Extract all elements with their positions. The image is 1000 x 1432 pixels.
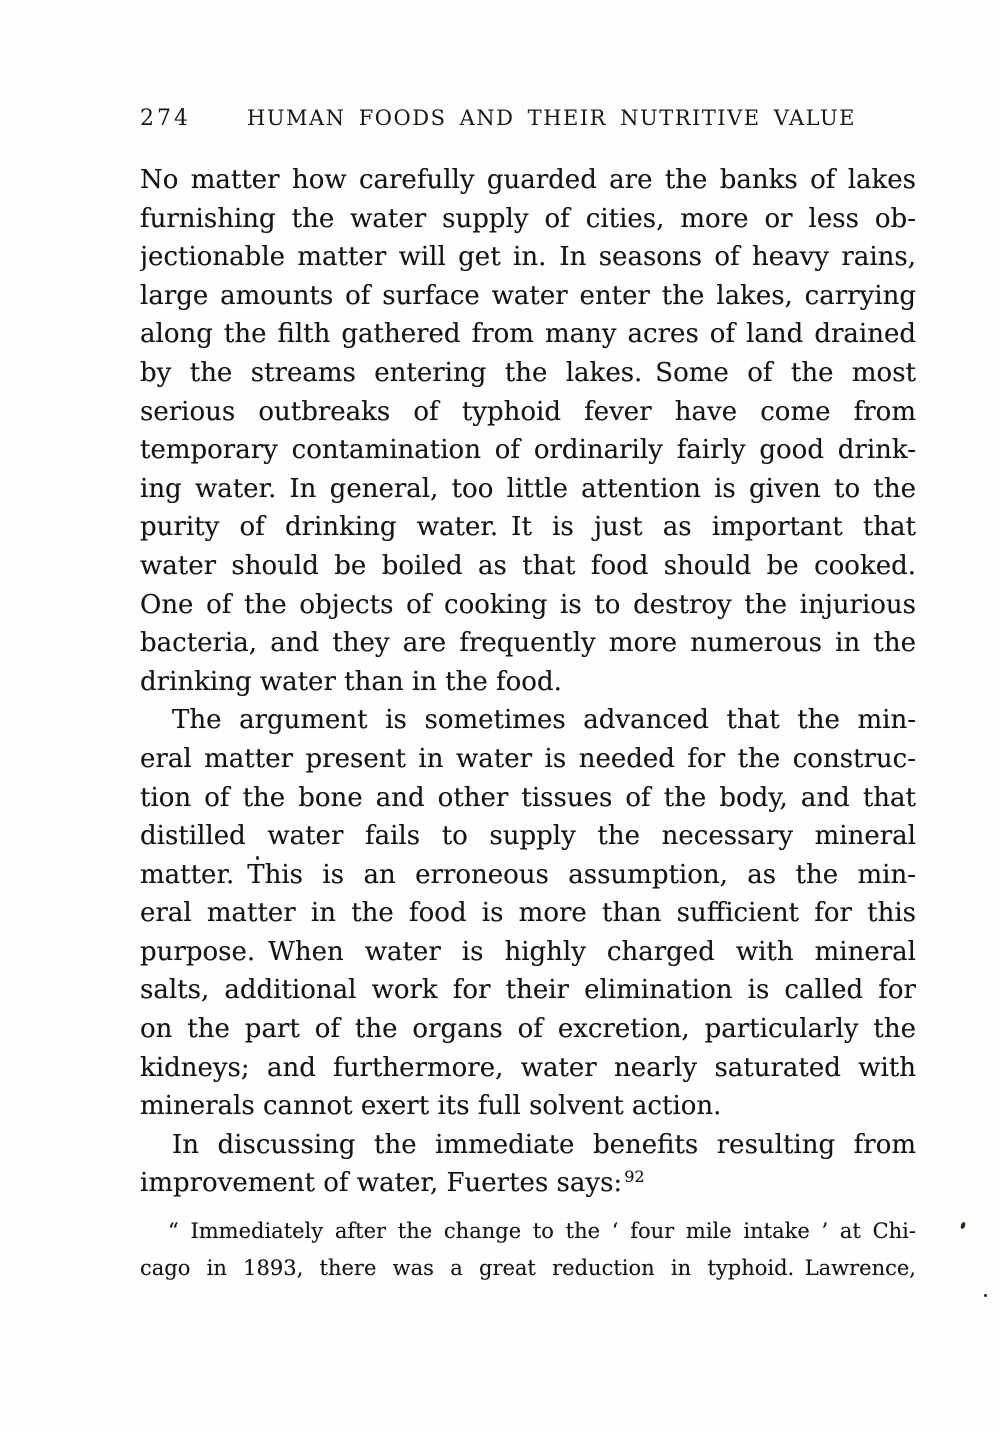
- text-line: ing water. In general, too little attention is given to the: [140, 473, 916, 504]
- footnote-reference: 92: [624, 1166, 645, 1186]
- page-body: [140, 161, 916, 1287]
- text-line: salts, additional work for their elimination is called for: [140, 975, 916, 1006]
- paragraph-3: [140, 1126, 916, 1203]
- text-line: by the streams entering the lakes. Some of the most: [140, 357, 916, 388]
- block-quote: [140, 1213, 916, 1287]
- text-line: In discussing the immediate benefits resulting from: [172, 1129, 916, 1160]
- text-line: purpose. When water is highly charged with mineral: [140, 936, 916, 967]
- running-header: [140, 106, 916, 131]
- text-line: One of the objects of cooking is to destroy the injurious: [140, 589, 916, 620]
- scan-speck: [984, 1294, 987, 1297]
- text-line: eral matter in the food is more than sufficient for this: [140, 898, 916, 929]
- text-line: large amounts of surface water enter the lakes, carrying: [140, 280, 916, 311]
- paragraph-2: [140, 701, 916, 1126]
- running-title: HUMAN FOODS AND THEIR NUTRITIVE VALUE: [247, 106, 857, 130]
- text-line: water should be boiled as that food should be cooked.: [140, 550, 916, 581]
- text-line: cago in 1893, there was a great reduction in typhoid. Lawrence,: [140, 1256, 916, 1281]
- text-line: tion of the bone and other tissues of the body, and that: [140, 782, 916, 813]
- text-line: purity of drinking water. It is just as important that: [140, 512, 916, 543]
- text-line: serious outbreaks of typhoid fever have come from: [140, 396, 916, 427]
- text-line: The argument is sometimes advanced that the min-: [172, 705, 916, 736]
- text-line: [140, 1164, 916, 1203]
- scan-speck: [960, 1222, 966, 1230]
- text-line: distilled water fails to supply the necessary mineral: [140, 821, 916, 852]
- text-line: bacteria, and they are frequently more numerous in the: [140, 628, 916, 659]
- text-line-content: improvement of water, Fuertes says:: [140, 1168, 623, 1199]
- text-line: jectionable matter will get in. In seasons of heavy rains,: [140, 242, 916, 273]
- text-line: minerals cannot exert its full solvent action.: [140, 1091, 722, 1122]
- text-line: matter. This is an erroneous assumption, as the min-: [140, 859, 916, 890]
- text-line: No matter how carefully guarded are the banks of lakes: [140, 165, 916, 195]
- page-number: 274: [140, 106, 191, 131]
- text-line: on the part of the organs of excretion, particularly the: [140, 1014, 916, 1045]
- text-line: kidneys; and furthermore, water nearly saturated with: [140, 1052, 916, 1083]
- text-line: “ Immediately after the change to the ‘ four mile intake ’ at Chi-: [168, 1219, 916, 1244]
- paragraph-1: [140, 161, 916, 701]
- scan-speck: [256, 856, 259, 860]
- text-line: furnishing the water supply of cities, more or less ob-: [140, 203, 916, 234]
- text-column: [140, 106, 916, 1287]
- text-line: drinking water than in the food.: [140, 666, 562, 697]
- text-line: eral matter present in water is needed for the construc-: [140, 743, 916, 774]
- text-line: temporary contamination of ordinarily fairly good drink-: [140, 435, 916, 466]
- text-line: along the filth gathered from many acres of land drained: [140, 319, 916, 350]
